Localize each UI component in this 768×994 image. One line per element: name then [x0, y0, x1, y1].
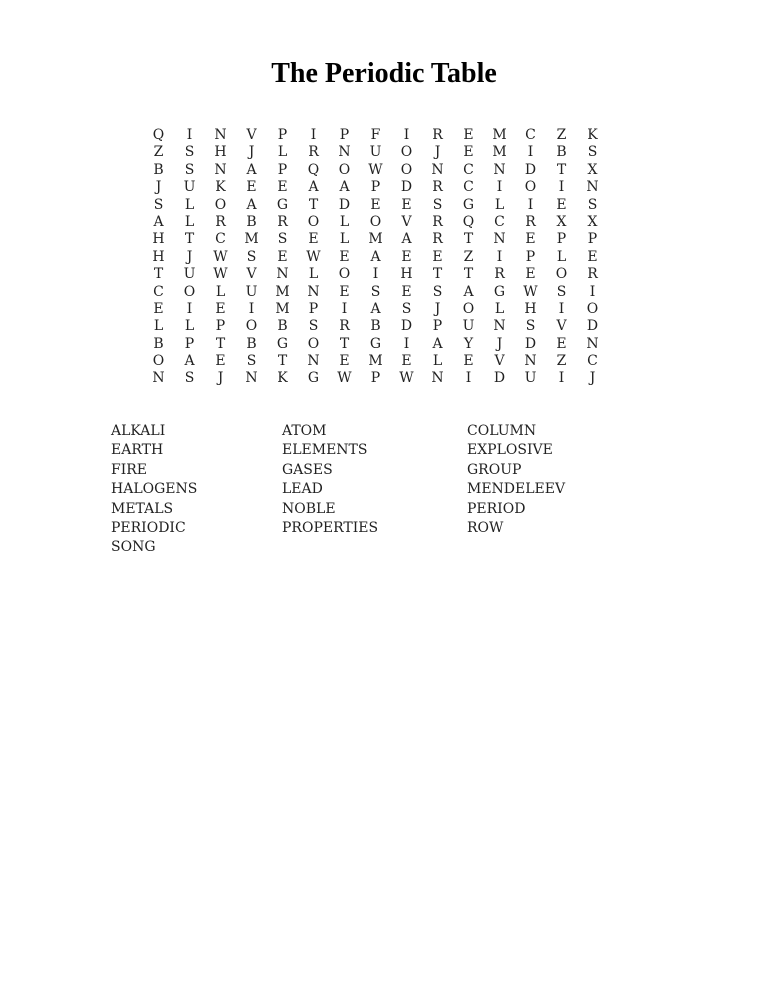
grid-letter: A	[184, 353, 195, 370]
grid-letter: J	[496, 335, 503, 352]
grid-letter: O	[338, 161, 351, 178]
grid-letter: E	[463, 144, 474, 161]
grid-letter: S	[587, 144, 598, 161]
grid-letter: W	[213, 248, 228, 265]
grid-letter: X	[556, 213, 567, 230]
grid-letter: O	[400, 161, 413, 178]
grid-letter: F	[370, 127, 381, 143]
grid-letter: N	[245, 370, 258, 387]
word-list-item: PROPERTIES	[282, 519, 379, 536]
grid-letter: N	[276, 266, 289, 283]
grid-letter: S	[308, 318, 319, 335]
grid-letter: U	[369, 144, 382, 161]
grid-letter: L	[308, 266, 319, 283]
grid-letter: Q	[307, 161, 320, 178]
grid-letter: C	[153, 283, 164, 300]
grid-letter: N	[431, 370, 444, 387]
grid-letter: J	[434, 300, 441, 317]
grid-letter: R	[432, 231, 443, 248]
grid-letter: U	[245, 283, 258, 300]
grid-letter: C	[215, 231, 226, 248]
grid-letter: E	[401, 196, 412, 213]
grid-letter: J	[155, 179, 162, 196]
grid-letter: V	[246, 127, 257, 143]
grid-letter: E	[339, 283, 350, 300]
grid-letter: I	[186, 127, 193, 143]
grid-letter: L	[339, 231, 350, 248]
grid-letter: S	[401, 300, 412, 317]
grid-letter: W	[368, 161, 383, 178]
grid-letter: L	[277, 144, 288, 161]
grid-letter: L	[184, 318, 195, 335]
grid-letter: A	[153, 213, 164, 230]
grid-letter: N	[214, 161, 227, 178]
grid-letter: E	[370, 196, 381, 213]
grid-letter: S	[184, 144, 195, 161]
grid-letter: R	[494, 266, 505, 283]
word-list-item: MENDELEEV	[467, 481, 566, 498]
grid-letter: R	[432, 127, 443, 143]
grid-letter: R	[339, 318, 350, 335]
grid-letter: E	[432, 248, 443, 265]
grid-letter: G	[276, 196, 289, 213]
word-list-item: LEAD	[282, 481, 323, 498]
grid-letter: A	[370, 248, 381, 265]
grid-letter: S	[525, 318, 536, 335]
grid-letter: V	[494, 353, 505, 370]
grid-letter: A	[339, 179, 350, 196]
grid-letter: G	[307, 370, 320, 387]
grid-letter: S	[556, 283, 567, 300]
grid-letter: K	[587, 127, 598, 143]
word-list-item: FIRE	[111, 461, 148, 478]
grid-letter: L	[184, 213, 195, 230]
grid-letter: N	[338, 144, 351, 161]
grid-letter: J	[589, 370, 596, 387]
grid-letter: G	[462, 196, 475, 213]
grid-letter: N	[152, 370, 165, 387]
grid-letter: E	[153, 300, 164, 317]
grid-letter: N	[586, 335, 599, 352]
word-list-item: ALKALI	[111, 423, 166, 439]
word-list-item: EXPLOSIVE	[467, 442, 553, 459]
grid-letter: V	[401, 213, 412, 230]
grid-letter: I	[558, 300, 565, 317]
grid-letter: P	[277, 127, 288, 143]
grid-letter: O	[369, 213, 382, 230]
grid-letter: V	[246, 266, 257, 283]
grid-letter: P	[215, 318, 226, 335]
word-list-item: PERIOD	[467, 500, 526, 517]
grid-letter: E	[525, 266, 536, 283]
grid-letter: I	[589, 283, 596, 300]
grid-letter: N	[431, 161, 444, 178]
grid-letter: T	[308, 196, 319, 213]
grid-letter: C	[463, 161, 474, 178]
grid-letter: R	[525, 213, 536, 230]
grid-letter: W	[337, 370, 352, 387]
grid-letter: P	[277, 161, 288, 178]
word-list-item: METALS	[111, 500, 174, 517]
grid-letter: U	[462, 318, 475, 335]
word-list-item: SONG	[111, 539, 156, 556]
grid-letter: P	[370, 370, 381, 387]
grid-letter: O	[307, 213, 320, 230]
grid-letter: S	[432, 283, 443, 300]
grid-letter: H	[524, 300, 537, 317]
grid-letter: E	[463, 127, 474, 143]
grid-letter: S	[277, 231, 288, 248]
grid-letter: B	[556, 144, 567, 161]
grid-letter: H	[152, 231, 165, 248]
grid-letter: C	[463, 179, 474, 196]
word-column-3	[467, 422, 565, 538]
grid-letter: D	[338, 196, 351, 213]
grid-letter: P	[432, 318, 443, 335]
grid-letter: E	[339, 353, 350, 370]
grid-letter: M	[244, 231, 259, 248]
grid-letter: O	[462, 300, 475, 317]
grid-letter: R	[587, 266, 598, 283]
grid-letter: P	[308, 300, 319, 317]
grid-letter: Q	[462, 213, 475, 230]
word-list-item: ATOM	[282, 423, 327, 439]
grid-letter: V	[556, 318, 567, 335]
grid-letter: U	[524, 370, 537, 387]
grid-letter: J	[434, 144, 441, 161]
grid-letter: S	[153, 196, 164, 213]
grid-letter: U	[183, 179, 196, 196]
word-list-item: HALOGENS	[111, 481, 198, 498]
grid-letter: Y	[463, 335, 474, 352]
grid-letter: L	[339, 213, 350, 230]
grid-letter: A	[246, 161, 257, 178]
grid-letter: E	[339, 248, 350, 265]
grid-letter: O	[586, 300, 599, 317]
grid-letter: L	[184, 196, 195, 213]
word-list-item: COLUMN	[467, 423, 537, 439]
grid-letter: R	[277, 213, 288, 230]
grid-letter: W	[213, 266, 228, 283]
grid-letter: Q	[152, 127, 165, 143]
grid-letter: E	[556, 335, 567, 352]
grid-letter: H	[400, 266, 413, 283]
grid-letter: J	[217, 370, 224, 387]
grid-letter: T	[556, 161, 567, 178]
grid-letter: O	[338, 266, 351, 283]
grid-letter: B	[153, 161, 164, 178]
grid-letter: D	[493, 370, 506, 387]
grid-letter: N	[307, 353, 320, 370]
grid-letter: E	[215, 300, 226, 317]
grid-letter: C	[525, 127, 536, 143]
grid-letter: U	[183, 266, 196, 283]
grid-letter: B	[277, 318, 288, 335]
grid-letter: I	[527, 196, 534, 213]
grid-letter: D	[524, 335, 537, 352]
grid-letter: O	[214, 196, 227, 213]
word-list-item: ELEMENTS	[282, 442, 368, 459]
grid-letter: G	[493, 283, 506, 300]
grid-letter: E	[525, 231, 536, 248]
grid-letter: H	[214, 144, 227, 161]
grid-letter: N	[493, 161, 506, 178]
grid-letter: P	[339, 127, 350, 143]
grid-letter: K	[215, 179, 226, 196]
word-list-item: GASES	[282, 461, 333, 478]
page-title: The Periodic Table	[271, 58, 497, 89]
grid-letter: N	[493, 318, 506, 335]
grid-letter: E	[401, 248, 412, 265]
grid-letter: D	[524, 161, 537, 178]
grid-letter: S	[432, 196, 443, 213]
grid-letter: P	[370, 179, 381, 196]
grid-letter: S	[184, 370, 195, 387]
grid-letter: O	[555, 266, 568, 283]
grid-letter: E	[401, 353, 412, 370]
grid-letter: A	[246, 196, 257, 213]
grid-letter: D	[586, 318, 599, 335]
grid-letter: K	[277, 370, 288, 387]
grid-letter: M	[368, 353, 383, 370]
letter-grid	[143, 127, 608, 388]
grid-letter: I	[496, 248, 503, 265]
grid-letter: E	[215, 353, 226, 370]
grid-letter: P	[587, 231, 598, 248]
grid-letter: O	[245, 318, 258, 335]
grid-letter: I	[465, 370, 472, 387]
grid-letter: B	[153, 335, 164, 352]
grid-letter: P	[525, 248, 536, 265]
grid-letter: S	[246, 248, 257, 265]
grid-letter: L	[153, 318, 164, 335]
grid-letter: B	[246, 335, 257, 352]
grid-letter: E	[308, 231, 319, 248]
grid-letter: C	[587, 353, 598, 370]
word-list-item: ROW	[467, 519, 504, 536]
word-list-item: EARTH	[111, 442, 164, 459]
grid-letter: I	[558, 179, 565, 196]
grid-letter: P	[184, 335, 195, 352]
grid-letter: M	[275, 300, 290, 317]
grid-letter: T	[432, 266, 443, 283]
grid-letter: H	[152, 248, 165, 265]
grid-letter: L	[215, 283, 226, 300]
grid-letter: E	[277, 248, 288, 265]
grid-letter: X	[587, 213, 598, 230]
grid-letter: L	[432, 353, 443, 370]
grid-letter: X	[587, 161, 598, 178]
grid-letter: P	[556, 231, 567, 248]
grid-letter: B	[246, 213, 257, 230]
grid-letter: T	[463, 266, 474, 283]
grid-letter: E	[587, 248, 598, 265]
grid-letter: Z	[153, 144, 164, 161]
grid-letter: A	[401, 231, 412, 248]
grid-letter: C	[494, 213, 505, 230]
grid-letter: S	[246, 353, 257, 370]
grid-letter: M	[368, 231, 383, 248]
grid-letter: G	[369, 335, 382, 352]
word-list-item: NOBLE	[282, 500, 336, 517]
grid-letter: I	[186, 300, 193, 317]
grid-letter: E	[246, 179, 257, 196]
grid-letter: I	[496, 179, 503, 196]
grid-letter: N	[493, 231, 506, 248]
word-column-1	[111, 422, 197, 558]
grid-letter: D	[400, 318, 413, 335]
grid-letter: T	[153, 266, 164, 283]
grid-letter: T	[463, 231, 474, 248]
grid-letter: M	[492, 127, 507, 143]
grid-letter: I	[403, 335, 410, 352]
grid-letter: R	[215, 213, 226, 230]
grid-letter: E	[277, 179, 288, 196]
grid-letter: A	[463, 283, 474, 300]
grid-letter: N	[214, 127, 227, 143]
grid-letter: I	[341, 300, 348, 317]
grid-letter: T	[215, 335, 226, 352]
word-column-2	[282, 422, 378, 538]
word-list-item: GROUP	[467, 461, 522, 478]
word-list-item: PERIODIC	[111, 519, 186, 536]
grid-letter: O	[183, 283, 196, 300]
grid-letter: G	[276, 335, 289, 352]
grid-letter: I	[310, 127, 317, 143]
grid-letter: R	[432, 213, 443, 230]
grid-letter: L	[556, 248, 567, 265]
grid-letter: L	[494, 196, 505, 213]
grid-letter: S	[370, 283, 381, 300]
grid-letter: I	[527, 144, 534, 161]
grid-letter: R	[432, 179, 443, 196]
grid-letter: A	[308, 179, 319, 196]
grid-letter: R	[308, 144, 319, 161]
grid-letter: I	[372, 266, 379, 283]
grid-letter: O	[307, 335, 320, 352]
grid-letter: W	[306, 248, 321, 265]
grid-letter: L	[494, 300, 505, 317]
grid-letter: T	[339, 335, 350, 352]
grid-letter: S	[184, 161, 195, 178]
grid-letter: T	[277, 353, 288, 370]
grid-letter: S	[587, 196, 598, 213]
grid-letter: B	[370, 318, 381, 335]
grid-letter: M	[275, 283, 290, 300]
grid-letter: W	[399, 370, 414, 387]
grid-letter: Z	[463, 248, 474, 265]
grid-letter: I	[403, 127, 410, 143]
grid-letter: D	[400, 179, 413, 196]
grid-letter: E	[463, 353, 474, 370]
grid-letter: O	[524, 179, 537, 196]
grid-letter: E	[401, 283, 412, 300]
grid-letter: J	[248, 144, 255, 161]
grid-letter: M	[492, 144, 507, 161]
grid-letter: N	[307, 283, 320, 300]
grid-letter: N	[586, 179, 599, 196]
grid-letter: Z	[556, 353, 567, 370]
grid-letter: T	[184, 231, 195, 248]
grid-letter: W	[523, 283, 538, 300]
grid-letter: E	[556, 196, 567, 213]
grid-letter: Z	[556, 127, 567, 143]
grid-letter: J	[186, 248, 193, 265]
grid-letter: I	[558, 370, 565, 387]
grid-letter: O	[400, 144, 413, 161]
grid-letter: A	[370, 300, 381, 317]
grid-letter: I	[248, 300, 255, 317]
grid-letter: A	[432, 335, 443, 352]
grid-letter: O	[152, 353, 165, 370]
grid-letter: N	[524, 353, 537, 370]
